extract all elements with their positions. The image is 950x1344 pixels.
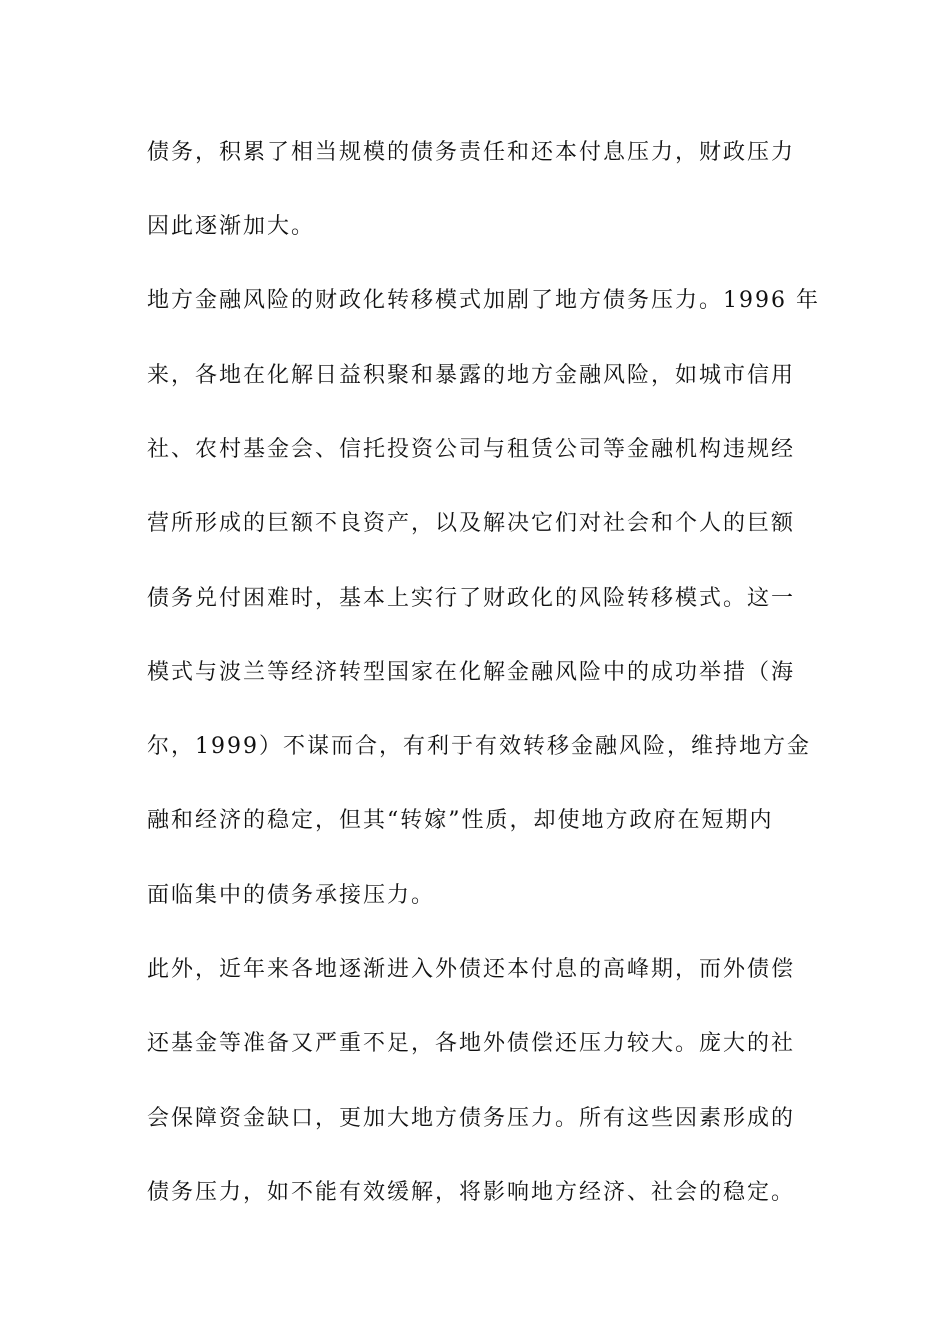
text-line-12: 此外，近年来各地逐渐进入外债还本付息的高峰期，而外债偿 bbox=[147, 957, 796, 982]
text-line-9: 尔，1999）不谋而合，有利于有效转移金融风险，维持地方金 bbox=[147, 734, 811, 759]
text-line-1: 债务，积累了相当规模的债务责任和还本付息压力，财政压力 bbox=[147, 140, 796, 165]
text-line-2: 因此逐渐加大。 bbox=[147, 214, 316, 239]
text-line-4: 来，各地在化解日益积聚和暴露的地方金融风险，如城市信用 bbox=[147, 363, 796, 388]
text-line-3: 地方金融风险的财政化转移模式加剧了地方债务压力。1996 年 bbox=[147, 288, 820, 313]
text-line-8: 模式与波兰等经济转型国家在化解金融风险中的成功举措（海 bbox=[147, 660, 796, 685]
text-line-5: 社、农村基金会、信托投资公司与租赁公司等金融机构违规经 bbox=[147, 437, 796, 462]
text-line-13: 还基金等准备又严重不足，各地外债偿还压力较大。庞大的社 bbox=[147, 1031, 796, 1056]
text-line-14: 会保障资金缺口，更加大地方债务压力。所有这些因素形成的 bbox=[147, 1106, 796, 1131]
text-line-15: 债务压力，如不能有效缓解，将影响地方经济、社会的稳定。 bbox=[147, 1180, 796, 1205]
text-line-6: 营所形成的巨额不良资产，以及解决它们对社会和个人的巨额 bbox=[147, 511, 796, 536]
text-line-11: 面临集中的债务承接压力。 bbox=[147, 883, 436, 908]
text-line-7: 债务兑付困难时，基本上实行了财政化的风险转移模式。这一 bbox=[147, 586, 796, 611]
text-line-10: 融和经济的稳定，但其“转嫁”性质，却使地方政府在短期内 bbox=[147, 808, 774, 833]
